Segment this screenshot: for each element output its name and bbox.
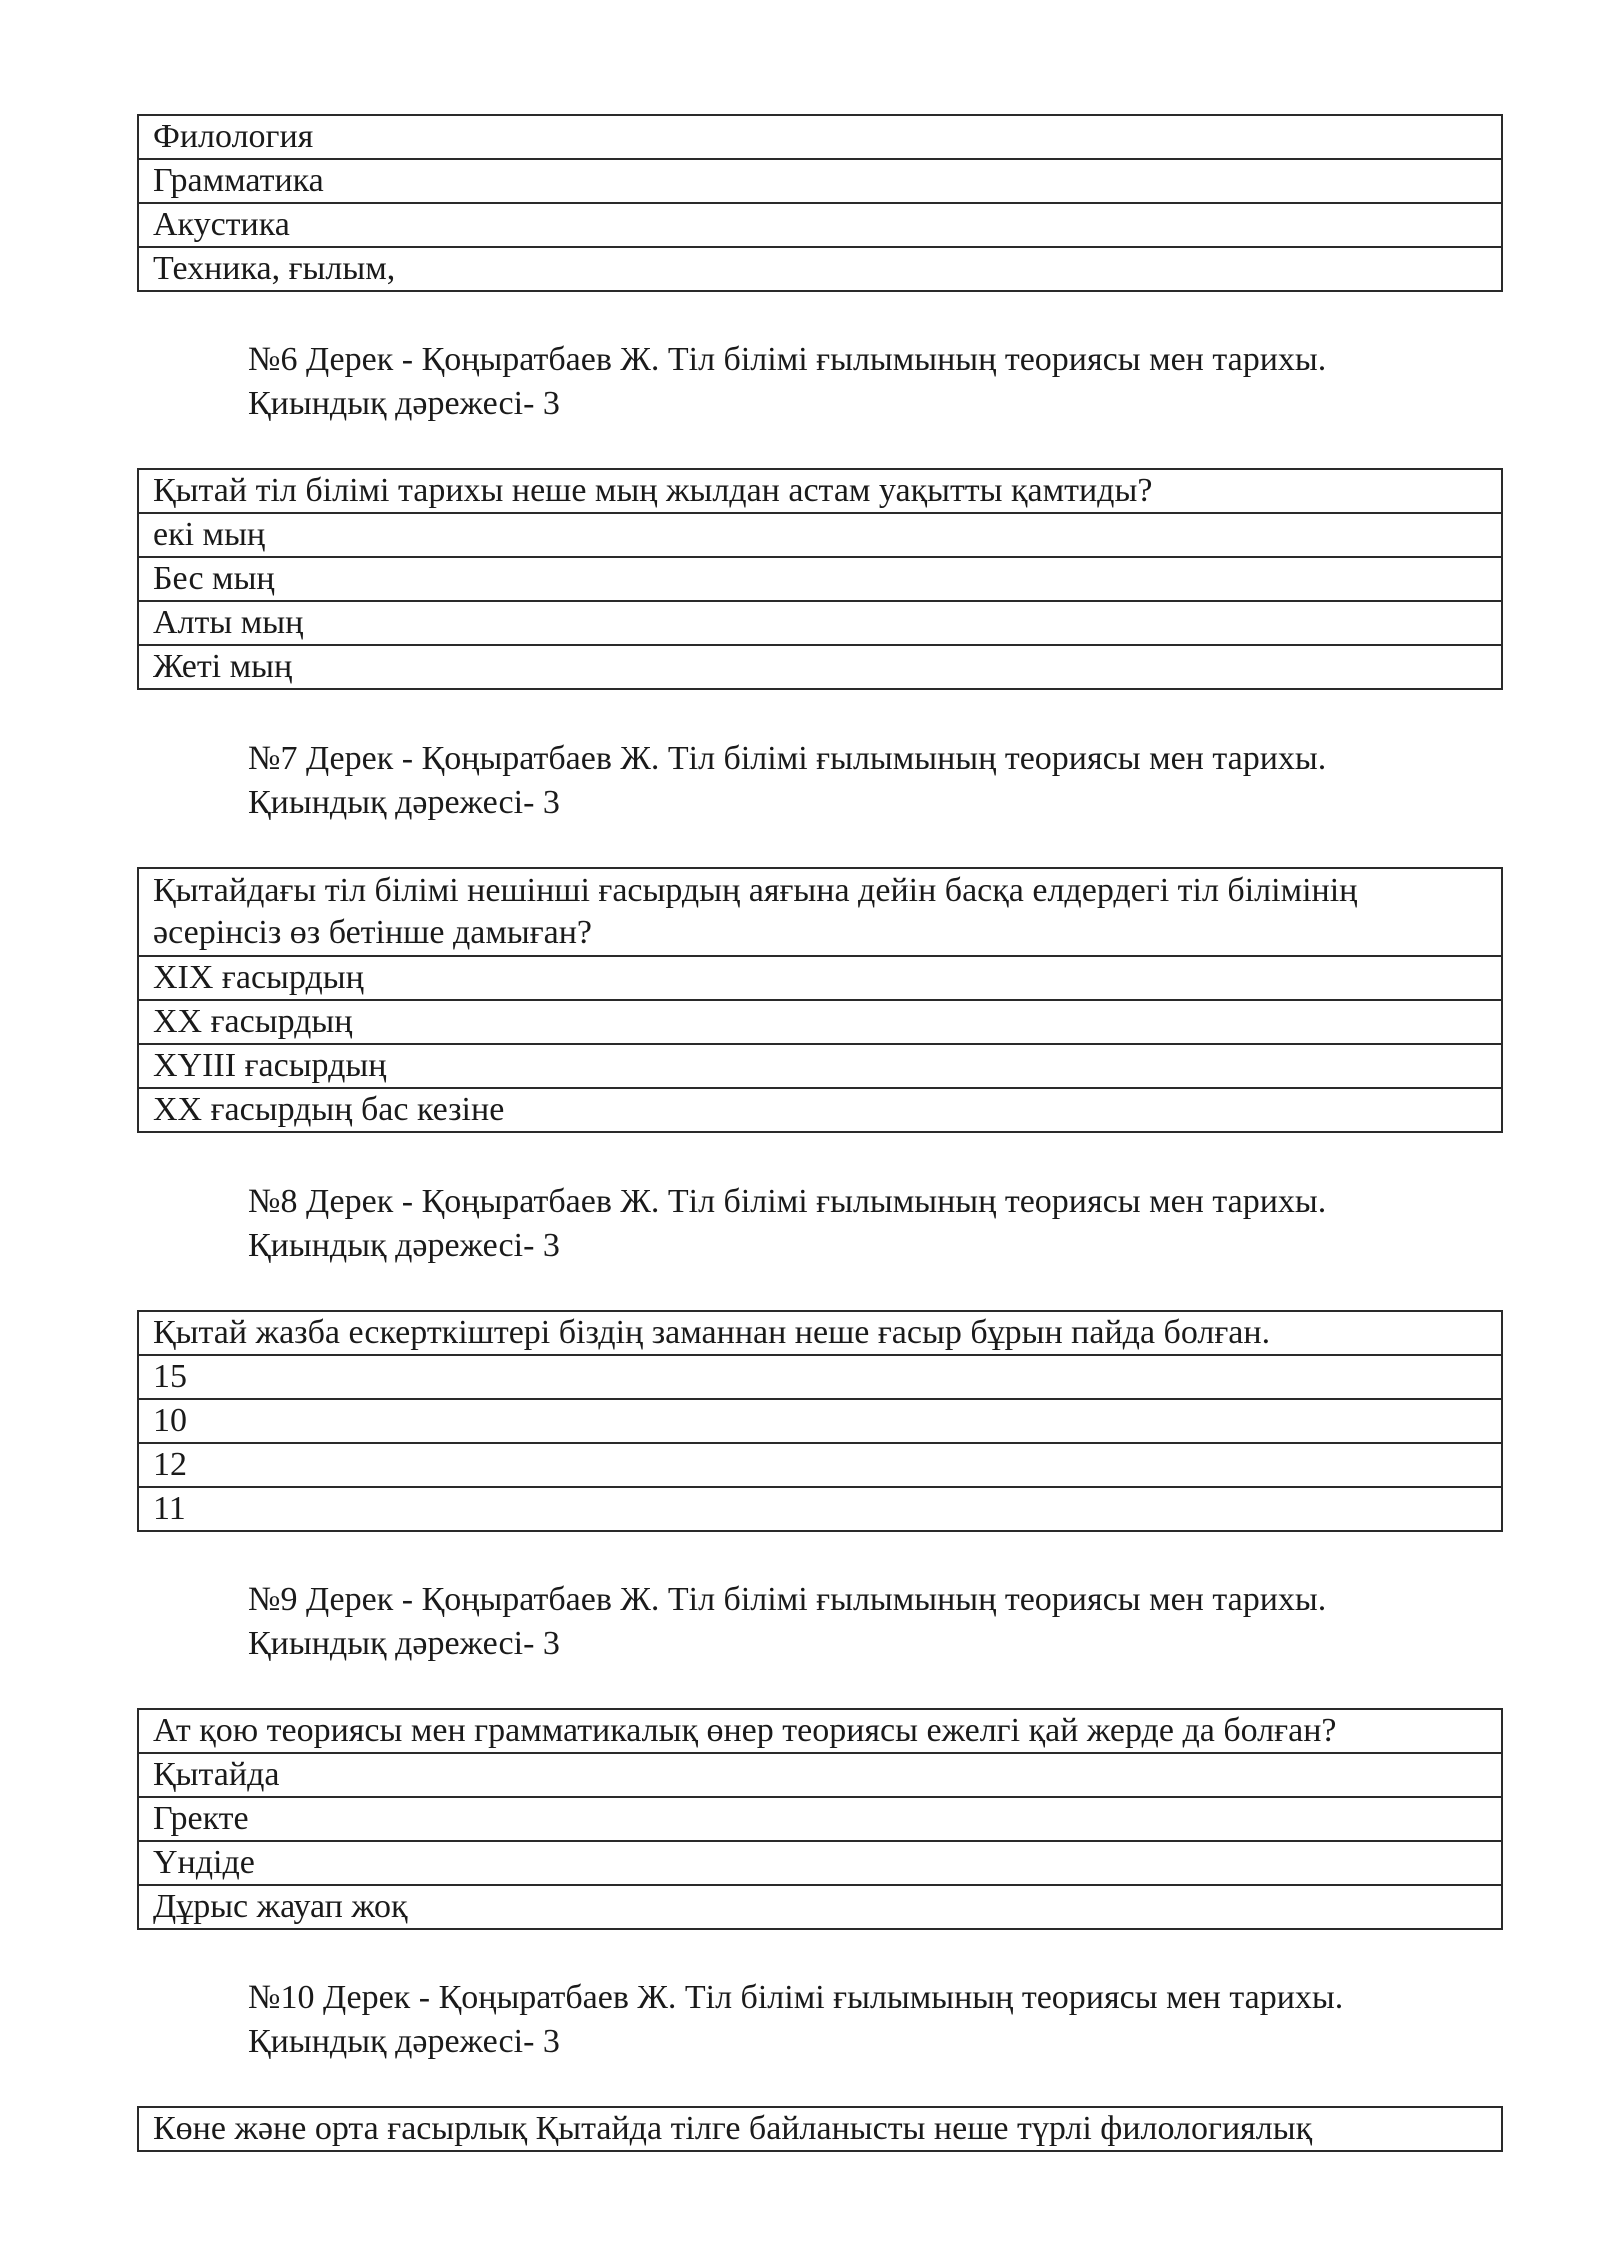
question-meta — [248, 1180, 1548, 1268]
table-row — [138, 1000, 1502, 1044]
answer-option: екі мың — [138, 513, 1502, 557]
answer-option: XX ғасырдың — [138, 1000, 1502, 1044]
question-source: №6 Дерек - Қоңыратбаев Ж. Тіл білімі ғылымының теориясы мен тарихы. — [248, 341, 1327, 378]
answer-option: Филология — [138, 115, 1502, 159]
answer-option: Грамматика — [138, 159, 1502, 203]
answer-option: XX ғасырдың бас кезіне — [138, 1088, 1502, 1132]
answer-option: Дұрыс жауап жоқ — [138, 1885, 1502, 1929]
table-row — [138, 247, 1502, 291]
question-difficulty: Қиындық дәрежесі- 3 — [248, 1625, 560, 1662]
table-row — [138, 1311, 1502, 1355]
answer-option: 11 — [138, 1487, 1502, 1531]
answer-option: XYIII ғасырдың — [138, 1044, 1502, 1088]
answer-option: Алты мың — [138, 601, 1502, 645]
question-source: №7 Дерек - Қоңыратбаев Ж. Тіл білімі ғылымының теориясы мен тарихы. — [248, 740, 1327, 777]
question-source: №10 Дерек - Қоңыратбаев Ж. Тіл білімі ғылымының теориясы мен тарихы. — [248, 1979, 1344, 2016]
table-row — [138, 1088, 1502, 1132]
table-row — [138, 203, 1502, 247]
answer-option: Қытайда — [138, 1753, 1502, 1797]
table-row — [138, 645, 1502, 689]
table-row — [138, 868, 1502, 956]
question-text: Көне және орта ғасырлық Қытайда тілге байланысты неше түрлі филологиялық — [138, 2107, 1502, 2151]
table-row — [138, 1753, 1502, 1797]
table-row — [138, 1355, 1502, 1399]
question-table — [137, 1708, 1503, 1930]
table-row — [138, 1709, 1502, 1753]
question-table — [137, 468, 1503, 690]
question-difficulty: Қиындық дәрежесі- 3 — [248, 385, 560, 422]
question-meta — [248, 1578, 1548, 1666]
question-difficulty: Қиындық дәрежесі- 3 — [248, 1227, 560, 1264]
table-row — [138, 2107, 1502, 2151]
answer-option: XIX ғасырдың — [138, 956, 1502, 1000]
question-meta — [248, 1976, 1548, 2064]
table-row — [138, 557, 1502, 601]
question-difficulty: Қиындық дәрежесі- 3 — [248, 784, 560, 821]
answer-option: 15 — [138, 1355, 1502, 1399]
question-text: Қытай жазба ескерткіштері біздің заманнан неше ғасыр бұрын пайда болған. — [138, 1311, 1502, 1355]
question-text: Қытайдағы тіл білімі нешінші ғасырдың аяғына дейін басқа елдердегі тіл білімінің әсерінсіз өз бетінше дамыған? — [138, 868, 1502, 956]
answer-table-continued — [137, 114, 1503, 292]
table-row — [138, 159, 1502, 203]
question-meta — [248, 338, 1548, 426]
table-row — [138, 956, 1502, 1000]
table-row — [138, 1885, 1502, 1929]
answer-option: Жеті мың — [138, 645, 1502, 689]
table-row — [138, 1443, 1502, 1487]
table-row — [138, 601, 1502, 645]
table-row — [138, 513, 1502, 557]
table-row — [138, 1399, 1502, 1443]
question-table — [137, 2106, 1503, 2152]
question-meta — [248, 737, 1548, 825]
answer-option: Акустика — [138, 203, 1502, 247]
answer-option: 10 — [138, 1399, 1502, 1443]
answer-option: Үндіде — [138, 1841, 1502, 1885]
table-row — [138, 115, 1502, 159]
answer-option: 12 — [138, 1443, 1502, 1487]
answer-option: Гректе — [138, 1797, 1502, 1841]
question-table — [137, 867, 1503, 1133]
table-row — [138, 1841, 1502, 1885]
table-row — [138, 1797, 1502, 1841]
question-text: Қытай тіл білімі тарихы неше мың жылдан астам уақытты қамтиды? — [138, 469, 1502, 513]
table-row — [138, 1044, 1502, 1088]
question-source: №9 Дерек - Қоңыратбаев Ж. Тіл білімі ғылымының теориясы мен тарихы. — [248, 1581, 1327, 1618]
table-row — [138, 1487, 1502, 1531]
question-table — [137, 1310, 1503, 1532]
answer-option: Бес мың — [138, 557, 1502, 601]
question-difficulty: Қиындық дәрежесі- 3 — [248, 2023, 560, 2060]
table-row — [138, 469, 1502, 513]
question-text: Ат қою теориясы мен грамматикалық өнер теориясы ежелгі қай жерде да болған? — [138, 1709, 1502, 1753]
answer-option: Техника, ғылым, — [138, 247, 1502, 291]
question-source: №8 Дерек - Қоңыратбаев Ж. Тіл білімі ғылымының теориясы мен тарихы. — [248, 1183, 1327, 1220]
